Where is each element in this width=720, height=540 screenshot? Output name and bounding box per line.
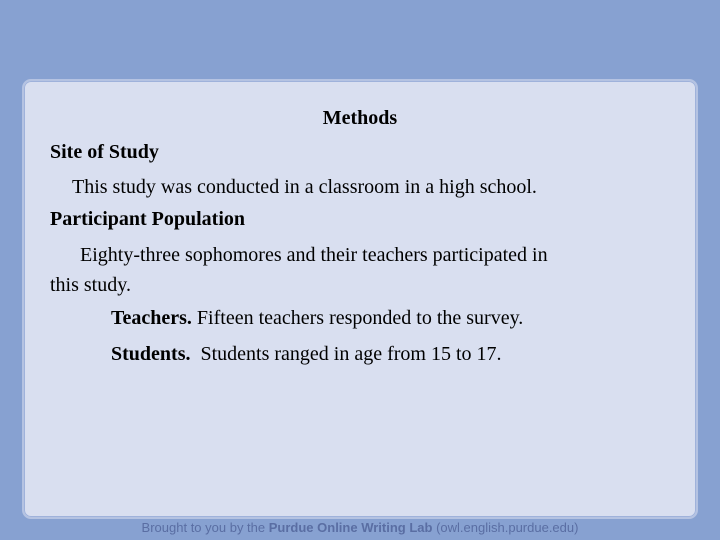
teachers-text: Fifteen teachers responded to the survey. [191, 307, 524, 329]
students-subsection [111, 343, 502, 366]
slide-title: Methods [322, 107, 398, 129]
slide-content-panel [22, 79, 698, 519]
teachers-subsection [111, 307, 523, 330]
footer-prefix: Brought to you by the [141, 520, 269, 535]
participant-population-heading: Participant Population [50, 208, 246, 230]
participant-population-text-line2: this study. [50, 274, 131, 296]
footer-lab-name: Purdue Online Writing Lab [268, 520, 433, 535]
site-of-study-text: This study was conducted in a classroom in a high school. [72, 176, 537, 198]
footer-suffix: (owl.english.purdue.edu) [432, 520, 579, 535]
teachers-label: Teachers. [111, 307, 192, 329]
students-text: Students ranged in age from 15 to 17. [190, 343, 502, 365]
site-of-study-heading: Site of Study [50, 141, 159, 163]
footer-credit [0, 520, 720, 535]
participant-population-text-line1: Eighty-three sophomores and their teachers participated in [80, 244, 548, 266]
students-label: Students. [111, 343, 191, 365]
